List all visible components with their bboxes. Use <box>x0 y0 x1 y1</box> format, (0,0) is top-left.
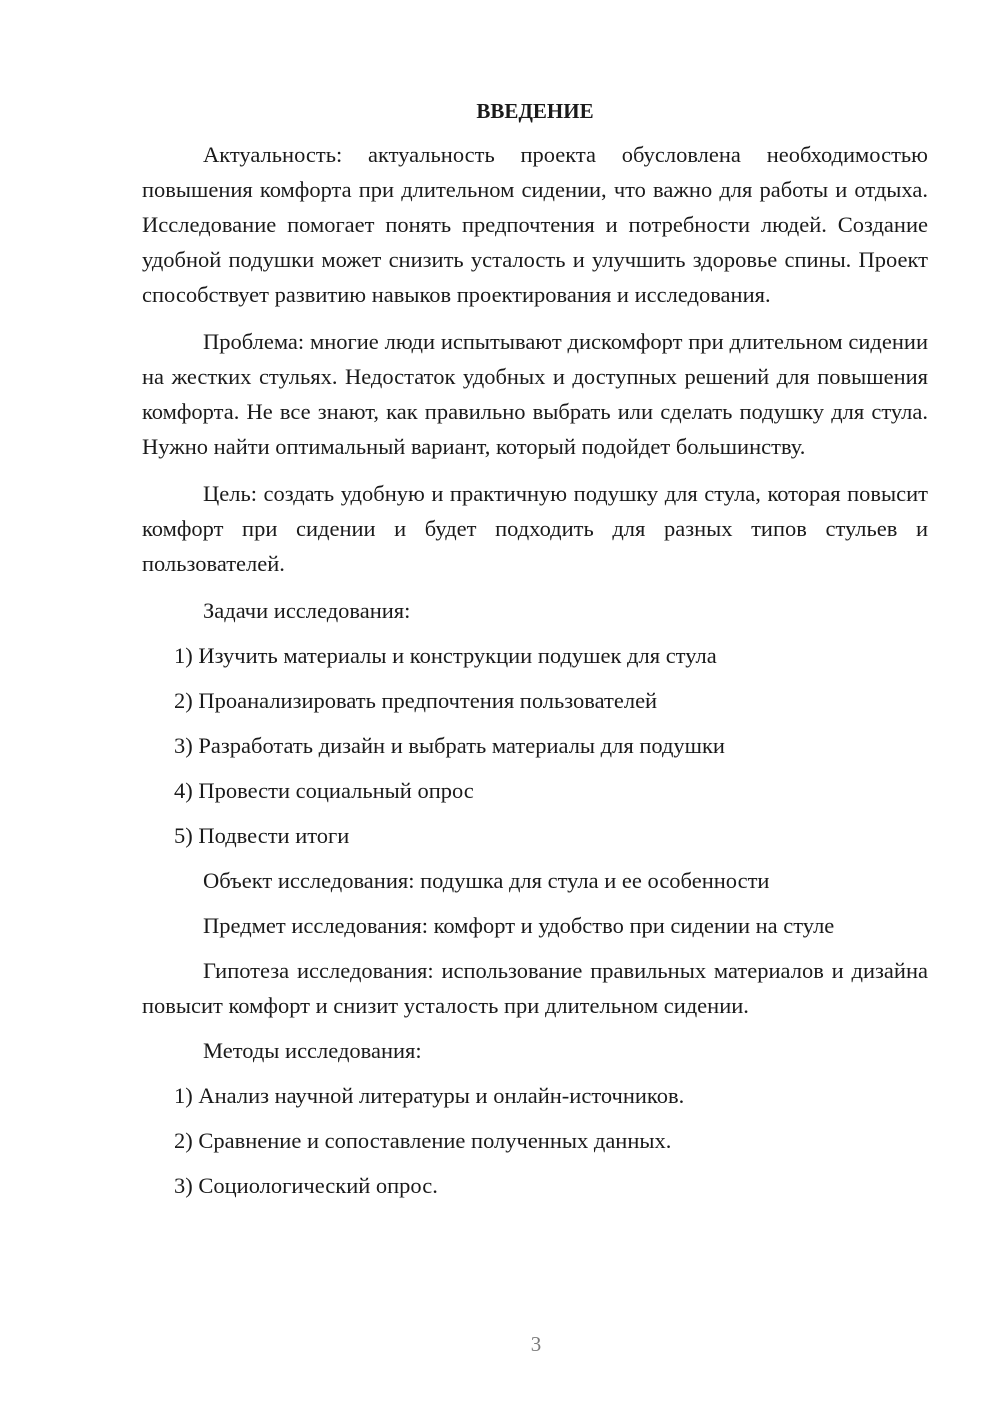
section-title: ВВЕДЕНИЕ <box>476 99 594 123</box>
document-page <box>142 96 928 1213</box>
relevance-paragraph: Актуальность: актуальность проекта обусловлена необходимостью повышения комфорта при длительном сидении, что важно для работы и отдыха. Исследование помогает понять предпочтения и потребности людей. Создание удобной подушки может снизить усталость и улучшить здоровье спины. Проект способствует развитию навыков проектирования и исследования. <box>142 142 928 307</box>
task-item: 5) Подвести итоги <box>174 823 350 848</box>
subject-line: Предмет исследования: комфорт и удобство при сидении на стуле <box>203 913 835 938</box>
goal-paragraph: Цель: создать удобную и практичную подушку для стула, которая повысит комфорт при сидении и будет подходить для разных типов стульев и пользователей. <box>142 481 928 576</box>
task-item: 4) Провести социальный опрос <box>174 778 474 803</box>
task-item: 1) Изучить материалы и конструкции подушек для стула <box>174 643 717 668</box>
object-line: Объект исследования: подушка для стула и ее особенности <box>203 868 770 893</box>
method-item: 3) Социологический опрос. <box>174 1173 438 1198</box>
task-item: 2) Проанализировать предпочтения пользователей <box>174 688 658 713</box>
method-item: 1) Анализ научной литературы и онлайн-источников. <box>174 1083 685 1108</box>
task-item: 3) Разработать дизайн и выбрать материалы для подушки <box>174 733 725 758</box>
methods-heading: Методы исследования: <box>203 1038 422 1063</box>
method-item: 2) Сравнение и сопоставление полученных данных. <box>174 1128 672 1153</box>
tasks-heading: Задачи исследования: <box>203 598 411 623</box>
page-number: 3 <box>530 1332 542 1356</box>
problem-paragraph: Проблема: многие люди испытывают дискомфорт при длительном сидении на жестких стульях. Недостаток удобных и доступных решений для повышения комфорта. Не все знают, как правильно выбрать или сделать подушку для стула. Нужно найти оптимальный вариант, который подойдет большинству. <box>142 329 928 459</box>
hypothesis-paragraph: Гипотеза исследования: использование правильных материалов и дизайна повысит комфорт и снизит усталость при длительном сидении. <box>142 958 928 1018</box>
